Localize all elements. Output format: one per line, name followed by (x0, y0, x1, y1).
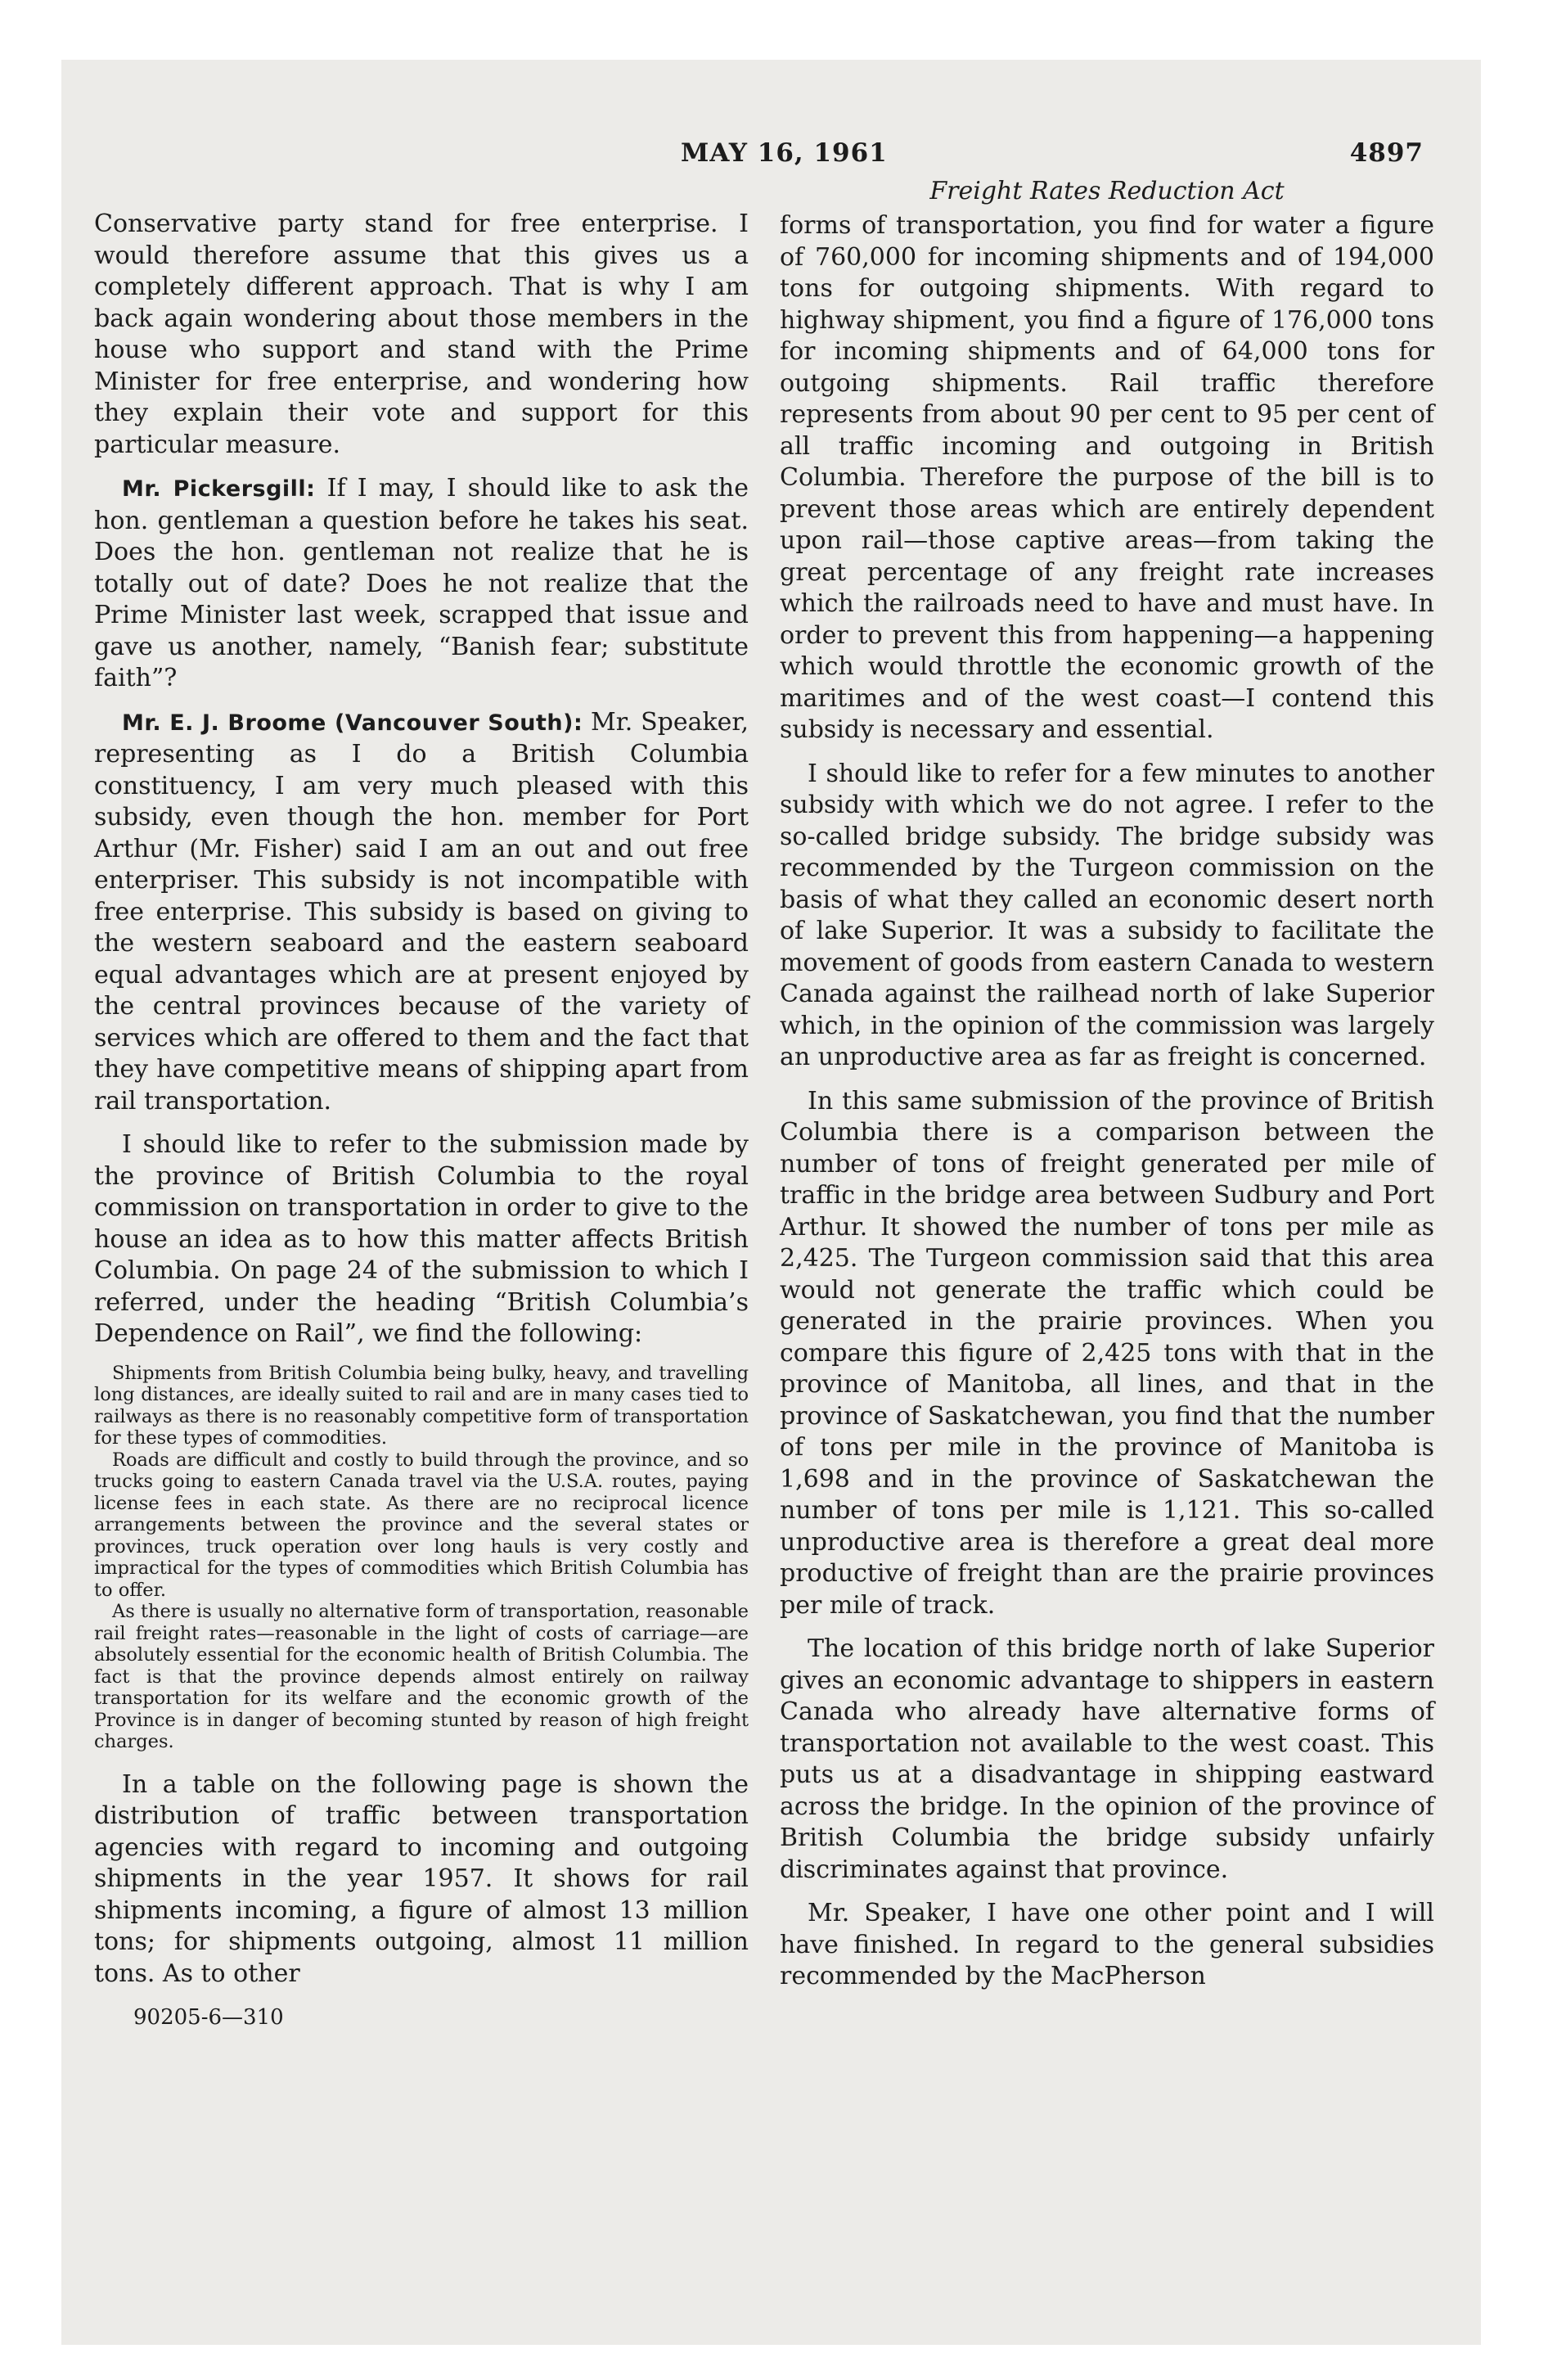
speaker-name: Mr. Pickersgill: (122, 476, 316, 502)
running-title: Freight Rates Reduction Act (929, 177, 1285, 205)
right-column (780, 174, 1434, 2005)
paragraph: In this same submission of the province of British Columbia there is a comparison between the number of tons of freight generated per mile of traffic in the bridge area between Sudbury and Port Arthur. It showed the number of tons per mile as 2,425. The Turgeon commission said that this area would not generate the traffic which could be generated in the prairie provinces. When you compare this figure of 2,425 tons with that in the province of Manitoba, all lines, and that in the province of Saskatchewan, you find that the number of tons per mile in the province of Manitoba is 1,698 and in the province of Saskatchewan the number of tons per mile is 1,121. This so-called unproductive area is therefore a great deal more productive of freight than are the prairie provinces per mile of track. (780, 1086, 1434, 1620)
speaker-name: Mr. E. J. Broome (Vancouver South): (122, 710, 583, 736)
speech-text: If I may, I should like to ask the hon. gentleman a question before he takes his seat. Does the hon. gentleman not realize that he is totally out of date? Does he not realize that the Prime Minister last week, scrapped that issue and gave us another, namely, “Banish fear; substitute faith”? (94, 474, 749, 692)
speech-paragraph (94, 473, 749, 695)
paragraph: Mr. Speaker, I have one other point and I will have finished. In regard to the general subsidies recommended by the MacPherson (780, 1899, 1434, 1990)
printer-code: 90205-6—310 (133, 2005, 284, 2030)
page-header (94, 135, 1424, 176)
header-date: MAY 16, 1961 (681, 138, 888, 168)
quote-paragraph: As there is usually no alternative form of transportation, reasonable rail freight rates—reasonable in the light of costs of carriage—are absolutely essential for the economic health of British Columbia. The fact is that the province depends almost entirely on railway transportation for its welfare and the economic growth of the Province is in danger of becoming stunted by reason of high freight charges. (94, 1601, 749, 1752)
paragraph: Conservative party stand for free enterprise. I would therefore assume that this gives us a completely different approach. That is why I am back again wondering about those members in the house who support and stand with the Prime Minister for free enterprise, and wondering how they explain their vote and support for this particular measure. (94, 210, 749, 459)
quote-paragraph: Roads are difficult and costly to build through the province, and so trucks going to eastern Canada travel via the U.S.A. routes, paying license fees in each state. As there are no reciprocal licence arrangements between the province and the several states or provinces, truck operation over long hauls is very costly and impractical for the types of commodities which British Columbia has to offer. (94, 1449, 749, 1601)
speech-paragraph (94, 707, 749, 1118)
paragraph: I should like to refer for a few minutes to another subsidy with which we do not agree. I refer to the so-called bridge subsidy. The bridge subsidy was recommended by the Turgeon commission on the basis of what they called an economic desert north of lake Superior. It was a subsidy to facilitate the movement of goods from eastern Canada to western Canada against the railhead north of lake Superior which, in the opinion of the commission was largely an unproductive area as far as freight is concerned. (780, 759, 1434, 1071)
paragraph: In a table on the following page is shown the distribution of traffic between transportation agencies with regard to incoming and outgoing shipments in the year 1957. It shows for rail shipments incoming, a figure of almost 13 million tons; for shipments outgoing, almost 11 million tons. As to other (94, 1769, 749, 1988)
paragraph: forms of transportation, you find for water a figure of 760,000 for incoming shipments and of 194,000 tons for outgoing shipments. With regard to highway shipment, you find a figure of 176,000 tons for incoming shipments and of 64,000 tons for outgoing shipments. Rail traffic therefore represents from about 90 per cent to 95 per cent of all traffic incoming and outgoing in British Columbia. Therefore the purpose of the bill is to prevent those areas which are entirely dependent upon rail—those captive areas—from taking the great percentage of any freight rate increases which the railroads need to have and must have. In order to prevent this from happening—a happening which would throttle the economic growth of the maritimes and of the west coast—I contend this subsidy is necessary and essential. (780, 211, 1434, 744)
left-column (94, 209, 749, 2034)
page-number: 4897 (1349, 138, 1424, 168)
paragraph: The location of this bridge north of lake Superior gives an economic advantage to shippers in eastern Canada who already have alternative forms of transportation not available to the west coast. This puts us at a disadvantage in shipping eastward across the bridge. In the opinion of the province of British Columbia the bridge subsidy unfairly discriminates against that province. (780, 1634, 1434, 1884)
quote-paragraph: Shipments from British Columbia being bulky, heavy, and travelling long distances, are ideally suited to rail and are in many cases tied to railways as there is no reasonably competitive form of transportation for these types of commodities. (94, 1362, 749, 1449)
paragraph: I should like to refer to the submission made by the province of British Columbia to the royal commission on transportation in order to give to the house an idea as to how this matter affects British Columbia. On page 24 of the submission to which I referred, under the heading “British Columbia’s Dependence on Rail”, we find the following: (94, 1130, 749, 1348)
block-quote (94, 1363, 749, 1753)
speech-text: Mr. Speaker, representing as I do a British Columbia constituency, I am very much pleased with this subsidy, even though the hon. member for Port Arthur (Mr. Fisher) said I am an out and out free enterpriser. This subsidy is not incompatible with free enterprise. This subsidy is based on giving to the western seaboard and the eastern seaboard equal advantages which are at present enjoyed by the central provinces because of the variety of services which are offered to them and the fact that they have competitive means of shipping apart from rail transportation. (94, 707, 749, 1116)
